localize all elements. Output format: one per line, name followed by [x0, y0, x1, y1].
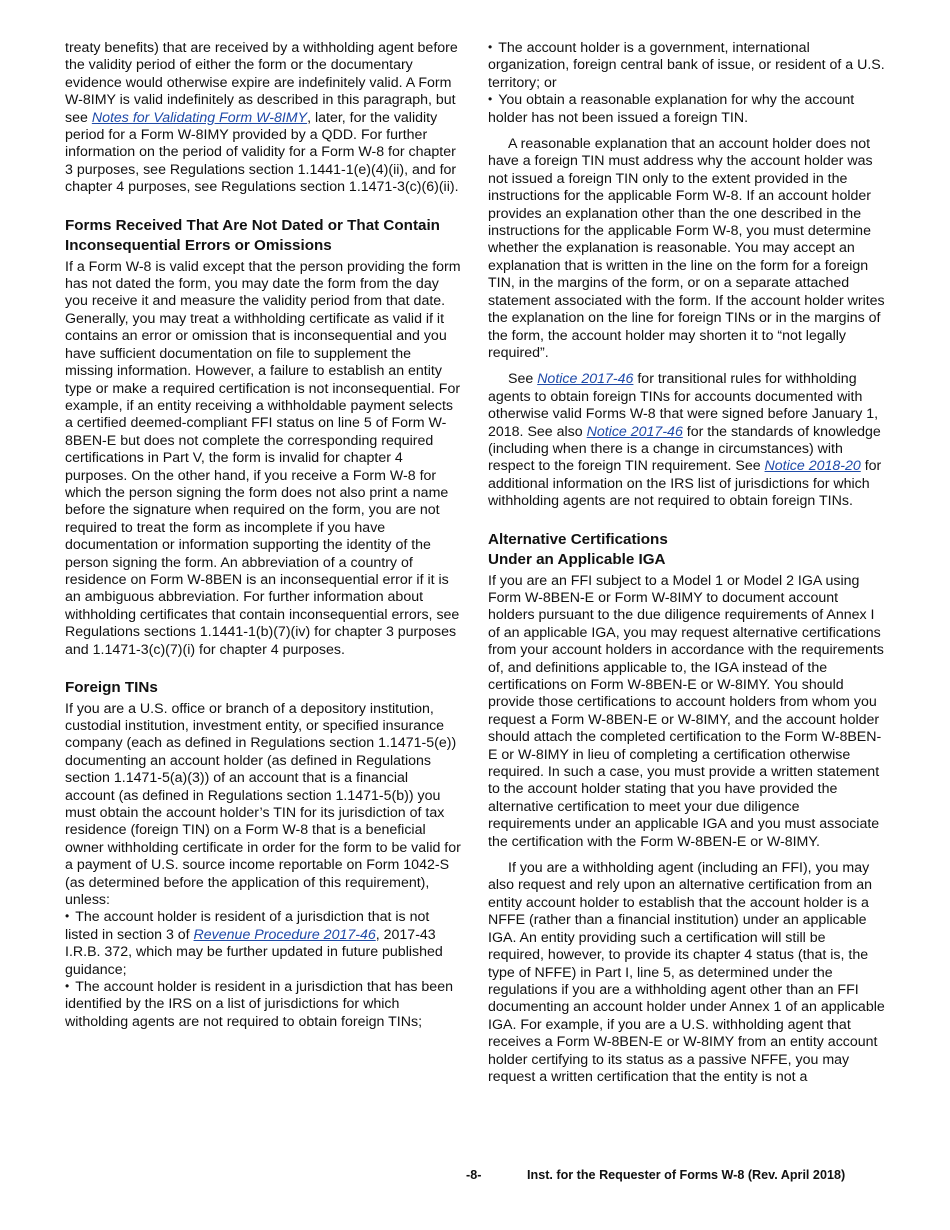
list-item: • The account holder is resident of a jurisdiction that is not listed in section 3 of Revenue Procedure 2017-46, 2017-43 I.R.B. 372, which may be further updated in future published guidance; [65, 909, 461, 979]
list-item: • You obtain a reasonable explanation for why the account holder has not been issued a foreign TIN. [488, 92, 885, 127]
paragraph-alternative-certifications: If you are an FFI subject to a Model 1 or Model 2 IGA using Form W-8BEN-E or Form W-8IMY to document account holders pursuant to the due diligence requirements of Annex I of an applicable IGA, you may request alternative certifications from your account holders in accordance with the requirements of, and definitions applicable to, the IGA instead of the certifications on Form W-8BEN-E or W-8IMY. You should provide those certifications to account holders from whom you request a Form W-8BEN-E or W-8IMY, and the account holder should attach the completed certification to the Form W-8BEN-E or W-8IMY in lieu of completing a certification otherwise required. In such a case, you must provide a written statement to the account holder stating that you have provided the alternative certification to meet your due diligence requirements under an applicable IGA and you must associate the certification with the Form W-8BEN-E or W-8IMY. [488, 572, 884, 850]
right-column [488, 40, 885, 1086]
paragraph-foreign-tins: If you are a U.S. office or branch of a depository institution, custodial institution, investment entity, or specified insurance company (each as defined in Regulations section 1.1471-5(e)) documenting an account holder (as defined in Regulations section 1.1471-5(a)(3)) of an account that is a financial account (as defined in Regulations section 1.1471-5(b)) you must obtain the account holder’s TIN for its jurisdiction of tax residence (foreign TIN) on a Form W-8 that is a beneficial owner withholding certificate in order for the form to be valid for a payment of U.S. source income reportable on Form 1042-S (as determined before the application of this requirement), unless: [65, 700, 461, 908]
heading-foreign-tins: Foreign TINs [65, 679, 158, 696]
heading-alternative-certifications: Alternative Certifications Under an Applicable IGA [488, 530, 668, 569]
paragraph-notices: See Notice 2017-46 for transitional rules for withholding agents to obtain foreign TINs for accounts documented with otherwise valid Forms W-8 that were signed before January 1, 2018. See also Notice 2017-46 for the standards of knowledge (including when there is a change in circumstances) with respect to the foreign TIN requirement. See Notice 2018-20 for additional information on the IRS list of jurisdictions for which withholding agents are not required to obtain foreign TINs. [488, 371, 882, 510]
link-notice-2017-46[interactable]: Notice 2017-46 [537, 371, 634, 388]
foreign-tin-exceptions-list-cont [488, 40, 885, 127]
foreign-tin-exceptions-list [65, 909, 461, 1031]
paragraph-forms-not-dated: If a Form W-8 is valid except that the person providing the form has not dated the form, you may date the form from the day you receive it and measure the validity period from that date. Generally, you may treat a withholding certificate as valid if it contains an error or omission that is inconsequential and you have sufficient documentation on file to supplement the missing information. However, a failure to establish an entity type or make a required certification is not inconsequential. For example, if an entity receiving a withholdable payment selects a certified deemed-compliant FFI status on line 5 of Form W-8BEN-E but does not complete the corresponding required certifications in Part V, the form is invalid for chapter 4 purposes. On the other hand, if you receive a Form W-8 for which the person signing the form does not also print a name before the signature when required on the form, you are not required to treat the form as incomplete if you have documentation or information supporting the identity of the person signing the form. An abbreviation of a country of residence on Form W-8BEN is an inconsequential error if it is an ambiguous abbreviation. For further information about withholding certificates that contain inconsequential errors, see Regulations sections 1.1441-1(b)(7)(iv) for chapter 3 purposes and 1.1471-3(c)(7)(i) for chapter 4 purposes. [65, 258, 461, 658]
link-notice-2018-20[interactable]: Notice 2018-20 [764, 458, 861, 475]
heading-forms-not-dated: Forms Received That Are Not Dated or That Contain Inconsequential Errors or Omissions [65, 216, 440, 255]
link-notice-2017-46-second[interactable]: Notice 2017-46 [586, 423, 683, 440]
document-title: Inst. for the Requester of Forms W-8 (Rev. April 2018) [527, 1168, 846, 1182]
link-revenue-procedure-2017-46[interactable]: Revenue Procedure 2017-46 [193, 926, 376, 943]
list-item: • The account holder is resident in a jurisdiction that has been identified by the IRS on a list of jurisdictions for which witholding agents are not required to obtain foreign TINs; [65, 979, 461, 1031]
page-number: -8- [466, 1168, 482, 1182]
list-item: • The account holder is a government, international organization, foreign central bank of issue, or resident of a U.S. territory; or [488, 40, 885, 92]
paragraph-reasonable-explanation: A reasonable explanation that an account holder does not have a foreign TIN must address why the account holder was not issued a foreign TIN only to the extent provided in the instructions for the applicable Form W-8. If an account holder provides an explanation other than the one described in the instructions for the applicable Form W-8, you must determine whether the explanation is reasonable. You may accept an explanation that is written in the line on the form for a foreign TIN, in the margins of the form, or on a separate attached statement associated with the form. If the account holder writes the explanation on the line for foreign TINs or in the margins of the form, the account holder may shorten it to “not legally required”. [488, 136, 885, 361]
left-column [65, 40, 461, 1031]
link-notes-validating-w8imy[interactable]: Notes for Validating Form W-8IMY [91, 109, 308, 126]
paragraph-withholding-agent: If you are a withholding agent (including an FFI), you may also request and rely upon an alternative certification from an entity account holder to establish that the account holder is a NFFE (rather than a financial institution) under an applicable IGA. An entity providing such a certification will still be required, however, to provide its chapter 4 status (that is, the type of NFFE) in Part I, line 5, as determined under the regulations if you are a withholding agent other than an FFI documenting an account holder under Annex 1 of an applicable IGA. For example, if you are a U.S. withholding agent that receives a Form W-8BEN-E or W-8IMY from an entity account holder certifying to its status as a passive NFFE, you may request a written certification that the entity is not a [488, 860, 885, 1085]
paragraph-validity: treaty benefits) that are received by a withholding agent before the validity period of either the form or the documentary evidence would otherwise expire are indefinitely valid. A Form W-8IMY is valid indefinitely as described in this paragraph, but see Notes for Validating Form W-8IMY, later, for the validity period for a Form W-8IMY provided by a QDD. For further information on the period of validity for a Form W-8 for chapter 3 purposes, see Regulations section 1.1441-1(e)(4)(ii), and for chapter 4 purposes, see Regulations section 1.1471-3(c)(6)(ii). [65, 40, 459, 196]
